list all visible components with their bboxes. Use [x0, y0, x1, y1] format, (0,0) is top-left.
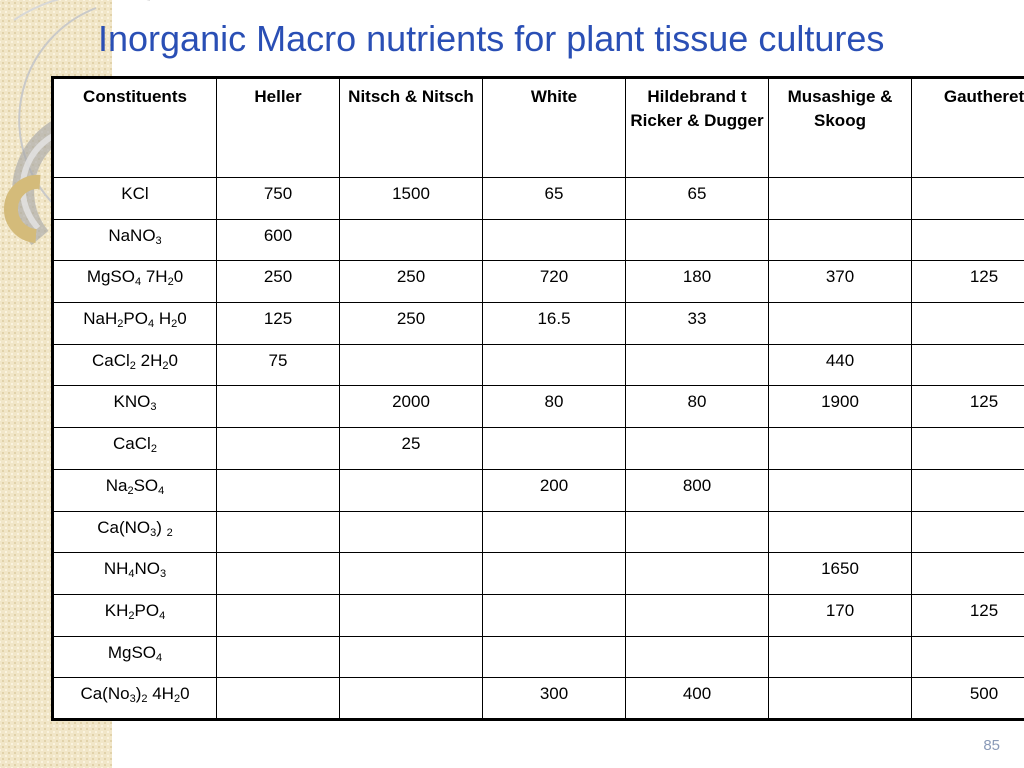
value-cell: 720: [483, 261, 626, 303]
value-cell: [769, 428, 912, 470]
value-cell: [340, 219, 483, 261]
constituent-cell: [53, 428, 217, 470]
formula-subscript: 4: [156, 651, 163, 664]
formula-text: Ca(No: [80, 684, 130, 704]
value-cell: 400: [626, 678, 769, 720]
value-cell: [483, 219, 626, 261]
value-cell: [769, 511, 912, 553]
formula-subscript: 4: [147, 318, 155, 331]
formula-text: KH: [104, 600, 129, 620]
formula-subscript: 2: [129, 359, 136, 372]
formula-text: ): [156, 517, 167, 537]
formula-subscript: 4: [158, 484, 165, 497]
value-cell: [626, 553, 769, 595]
value-cell: 800: [626, 469, 769, 511]
column-header: Constituents: [53, 78, 217, 178]
table-row: [53, 344, 1024, 386]
formula-subscript: 2: [173, 693, 181, 706]
value-cell: [912, 219, 1024, 261]
value-cell: 125: [217, 303, 340, 345]
value-cell: [217, 594, 340, 636]
value-cell: 33: [626, 303, 769, 345]
formula-subscript: 2: [150, 443, 157, 456]
column-header: Musashige & Skoog: [769, 78, 912, 178]
value-cell: [340, 553, 483, 595]
value-cell: [769, 469, 912, 511]
value-cell: 170: [769, 594, 912, 636]
table-row: [53, 636, 1024, 678]
value-cell: [912, 344, 1024, 386]
formula-text: 7H: [141, 267, 168, 287]
value-cell: 65: [483, 178, 626, 220]
formula-subscript: 4: [135, 276, 142, 289]
formula-text: MgSO: [107, 642, 157, 662]
value-cell: [912, 178, 1024, 220]
value-cell: 1500: [340, 178, 483, 220]
formula-text: MgSO: [86, 267, 135, 287]
value-cell: [483, 553, 626, 595]
table-row: [53, 553, 1024, 595]
table-row: [53, 386, 1024, 428]
value-cell: [340, 344, 483, 386]
value-cell: 16.5: [483, 303, 626, 345]
value-cell: [912, 553, 1024, 595]
formula-subscript: 2: [117, 318, 124, 331]
table-row: [53, 219, 1024, 261]
slide-title: Inorganic Macro nutrients for plant tissue cultures: [98, 18, 885, 59]
value-cell: [217, 636, 340, 678]
formula-text: 2H: [135, 350, 163, 370]
formula-text: H: [154, 309, 172, 329]
value-cell: 370: [769, 261, 912, 303]
column-header: White: [483, 78, 626, 178]
formula-text: PO: [123, 309, 148, 329]
constituent-cell: [53, 303, 217, 345]
value-cell: [626, 636, 769, 678]
value-cell: [626, 219, 769, 261]
value-cell: 125: [912, 594, 1024, 636]
formula-subscript: 2: [167, 276, 174, 289]
nutrients-table: [51, 76, 1024, 721]
formula-text: 4H: [147, 684, 174, 704]
value-cell: 65: [626, 178, 769, 220]
value-cell: 1650: [769, 553, 912, 595]
table-row: [53, 428, 1024, 470]
value-cell: [217, 469, 340, 511]
value-cell: [217, 678, 340, 720]
value-cell: [626, 344, 769, 386]
value-cell: [217, 386, 340, 428]
value-cell: 125: [912, 261, 1024, 303]
value-cell: 180: [626, 261, 769, 303]
value-cell: [483, 511, 626, 553]
value-cell: [340, 511, 483, 553]
formula-subscript: 3: [129, 693, 136, 706]
formula-subscript: 2: [166, 526, 173, 539]
constituent-cell: [53, 636, 217, 678]
table-row: [53, 594, 1024, 636]
table-header-row: [53, 78, 1024, 178]
formula-text: ): [135, 684, 142, 704]
table-row: [53, 178, 1024, 220]
page-number: 85: [983, 737, 1000, 754]
column-header: Nitsch & Nitsch: [340, 78, 483, 178]
formula-subscript: 2: [162, 359, 169, 372]
value-cell: [912, 303, 1024, 345]
value-cell: 200: [483, 469, 626, 511]
value-cell: [626, 594, 769, 636]
formula-subscript: 2: [127, 484, 134, 497]
value-cell: 750: [217, 178, 340, 220]
formula-text: PO: [134, 600, 160, 620]
value-cell: 500: [912, 678, 1024, 720]
value-cell: 25: [340, 428, 483, 470]
table-row: [53, 303, 1024, 345]
formula-text: NaNO: [108, 225, 156, 245]
formula-subscript: 2: [128, 609, 135, 622]
formula-subscript: 3: [150, 526, 157, 539]
constituent-cell: [53, 344, 217, 386]
formula-subscript: 4: [159, 609, 166, 622]
formula-subscript: 2: [171, 318, 178, 331]
formula-text: CaCl: [113, 434, 151, 454]
value-cell: [217, 511, 340, 553]
formula-subscript: 3: [155, 234, 162, 247]
formula-subscript: 2: [141, 693, 148, 706]
value-cell: [912, 469, 1024, 511]
value-cell: [340, 678, 483, 720]
value-cell: [217, 428, 340, 470]
formula-text: 0: [177, 309, 187, 329]
formula-subscript: 3: [160, 568, 167, 581]
value-cell: [483, 344, 626, 386]
formula-subscript: 3: [150, 401, 157, 414]
formula-text: KCl: [121, 184, 149, 203]
column-header: Gautheret: [912, 78, 1024, 178]
value-cell: 300: [483, 678, 626, 720]
constituent-cell: [53, 261, 217, 303]
value-cell: [483, 594, 626, 636]
value-cell: [483, 636, 626, 678]
formula-text: 0: [168, 350, 178, 370]
value-cell: [769, 219, 912, 261]
value-cell: [626, 428, 769, 470]
value-cell: 80: [626, 386, 769, 428]
constituent-cell: [53, 594, 217, 636]
value-cell: [769, 678, 912, 720]
formula-text: NH: [103, 559, 129, 579]
value-cell: 1900: [769, 386, 912, 428]
constituent-cell: [53, 511, 217, 553]
value-cell: [769, 303, 912, 345]
table-row: [53, 261, 1024, 303]
value-cell: [340, 469, 483, 511]
formula-text: Na: [105, 475, 128, 495]
formula-text: NO: [134, 559, 161, 579]
table-row: [53, 511, 1024, 553]
value-cell: 250: [340, 261, 483, 303]
value-cell: 600: [217, 219, 340, 261]
value-cell: [769, 636, 912, 678]
constituent-cell: [53, 178, 217, 220]
formula-text: 0: [173, 267, 184, 287]
formula-text: CaCl: [92, 350, 130, 370]
value-cell: [912, 428, 1024, 470]
value-cell: 250: [217, 261, 340, 303]
constituent-cell: [53, 469, 217, 511]
value-cell: [912, 511, 1024, 553]
table-row: [53, 469, 1024, 511]
formula-text: 0: [180, 684, 190, 704]
formula-subscript: 4: [128, 568, 135, 581]
value-cell: 440: [769, 344, 912, 386]
value-cell: [483, 428, 626, 470]
value-cell: [769, 178, 912, 220]
value-cell: [340, 594, 483, 636]
constituent-cell: [53, 219, 217, 261]
value-cell: 2000: [340, 386, 483, 428]
value-cell: 250: [340, 303, 483, 345]
formula-text: SO: [133, 475, 159, 495]
column-header: Hildebrand t Ricker & Dugger: [626, 78, 769, 178]
table-body: [53, 178, 1024, 720]
value-cell: [217, 553, 340, 595]
value-cell: 75: [217, 344, 340, 386]
value-cell: [912, 636, 1024, 678]
constituent-cell: [53, 678, 217, 720]
value-cell: [626, 511, 769, 553]
formula-text: KNO: [113, 392, 151, 412]
table-row: [53, 678, 1024, 720]
value-cell: 125: [912, 386, 1024, 428]
formula-text: Ca(NO: [97, 517, 151, 537]
constituent-cell: [53, 386, 217, 428]
column-header: Heller: [217, 78, 340, 178]
formula-text: NaH: [83, 309, 118, 329]
value-cell: 80: [483, 386, 626, 428]
value-cell: [340, 636, 483, 678]
constituent-cell: [53, 553, 217, 595]
